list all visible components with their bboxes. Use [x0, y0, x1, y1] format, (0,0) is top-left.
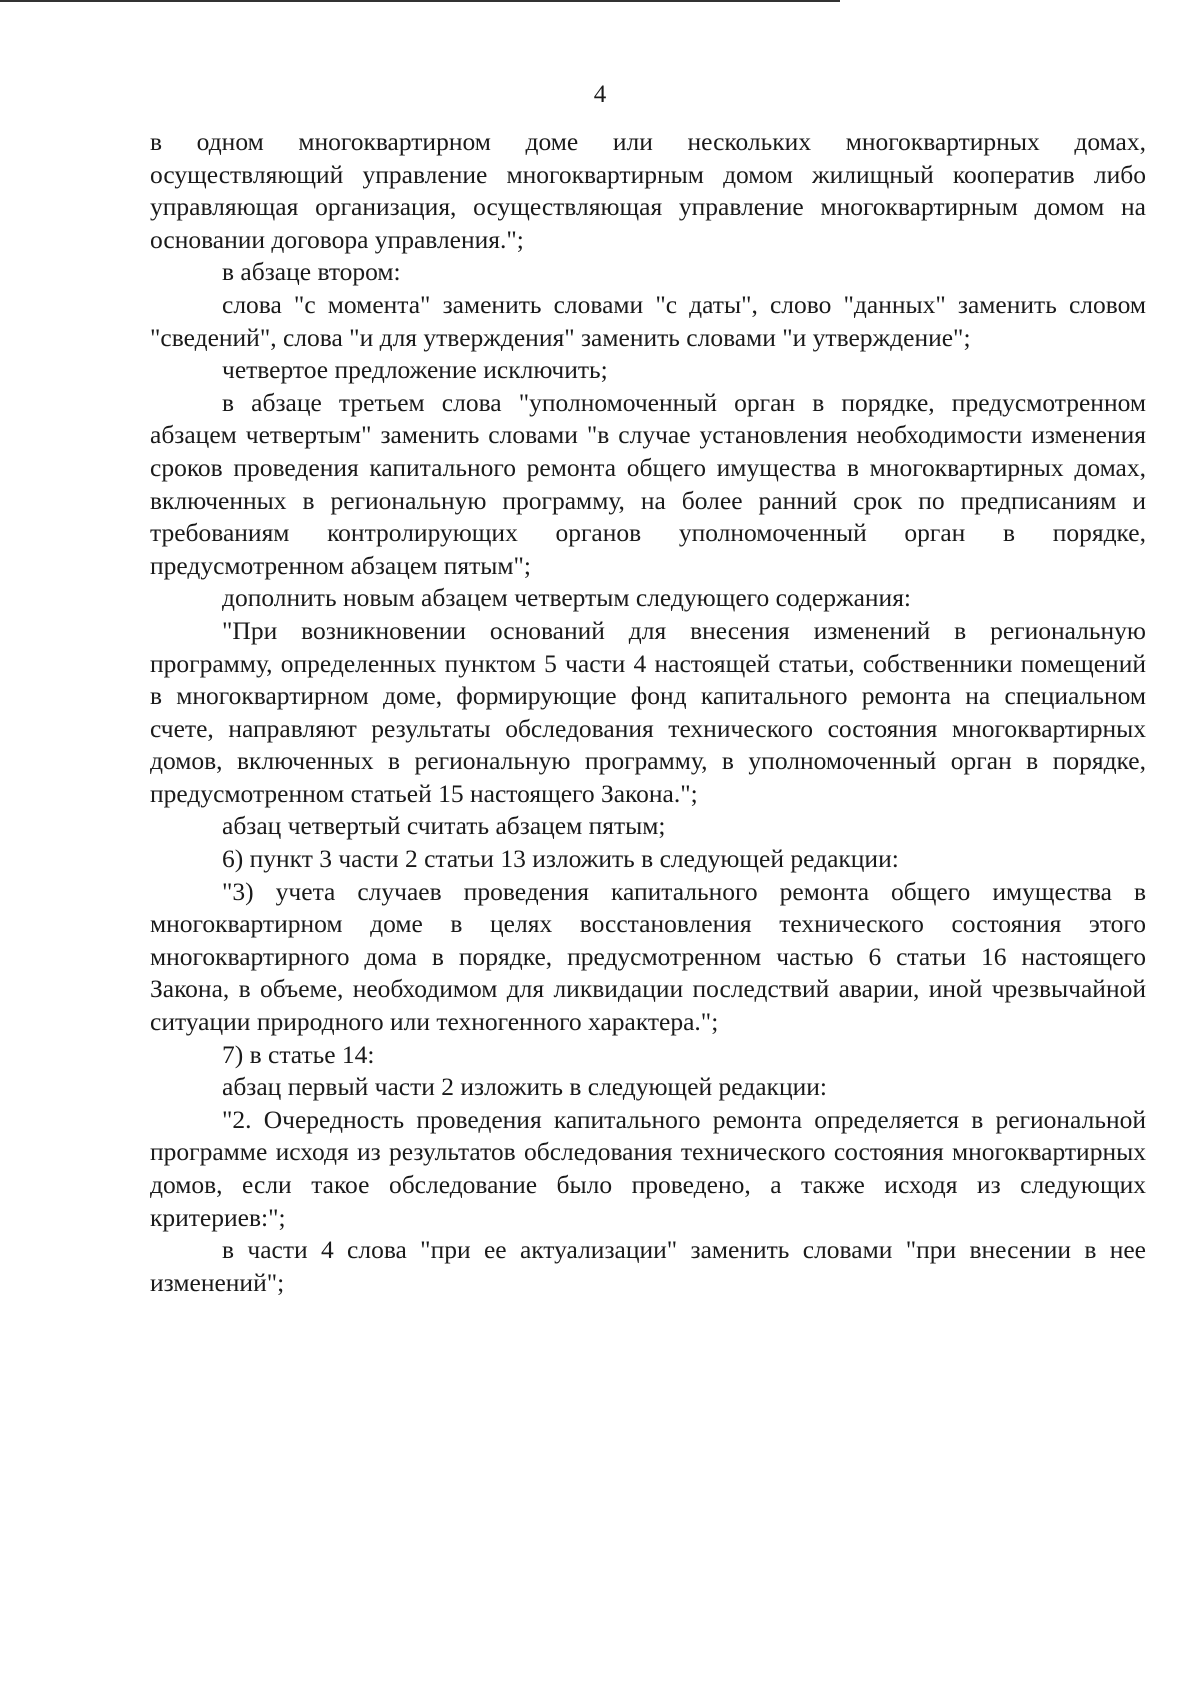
paragraph: "3) учета случаев проведения капитального ремонта общего имущества в многоквартирном доме в целях восстановления технического состояния этого многоквартирного дома в порядке, предусмотренном частью 6 статьи 16 настоящего Закона, в объеме, необходимом для ликвидации последствий аварии, иной чрезвычайной ситуации природного или техногенного характера.";	[150, 876, 1146, 1037]
scan-top-edge	[0, 0, 840, 2]
paragraph: в одном многоквартирном доме или нескольких многоквартирных домах, осуществляющий управление многоквартирным домом жилищный кооператив либо управляющая организация, осуществляющая управление многоквартирным домом на основании договора управления.";	[150, 127, 1146, 254]
paragraph: 7) в статье 14:	[222, 1039, 375, 1069]
paragraph: абзац первый части 2 изложить в следующей редакции:	[222, 1072, 827, 1102]
paragraph: 6) пункт 3 части 2 статьи 13 изложить в следующей редакции:	[222, 844, 899, 874]
paragraph: в абзаце третьем слова "уполномоченный орган в порядке, предусмотренном абзацем четвертым" заменить словами "в случае установления необходимости изменения сроков проведения капитального ремонта общего имущества в многоквартирных домах, включенных в региональную программу, на более ранний срок по предписаниям и требованиям контролирующих органов уполномоченный орган в порядке, предусмотренном абзацем пятым";	[150, 387, 1146, 580]
page-number: 4	[593, 81, 607, 108]
paragraph: слова "с момента" заменить словами "с даты", слово "данных" заменить словом "сведений", слова "и для утверждения" заменить словами "и утверждение";	[150, 289, 1146, 352]
paragraph: в абзаце втором:	[222, 257, 401, 287]
document-body	[150, 126, 1146, 1299]
paragraph: абзац четвертый считать абзацем пятым;	[222, 811, 666, 841]
paragraph: в части 4 слова "при ее актуализации" заменить словами "при внесении в нее изменений";	[150, 1235, 1146, 1297]
paragraph: "2. Очередность проведения капитального ремонта определяется в региональной программе исходя из результатов обследования технического состояния многоквартирных домов, если такое обследование было проведено, а также исходя из следующих критериев:";	[150, 1104, 1146, 1232]
paragraph: четвертое предложение исключить;	[222, 355, 608, 385]
paragraph: дополнить новым абзацем четвертым следующего содержания:	[222, 583, 912, 613]
paragraph: "При возникновении оснований для внесения изменений в региональную программу, определенных пунктом 5 части 4 настоящей статьи, собственники помещений в многоквартирном доме, формирующие фонд капитального ремонта на специальном счете, направляют результаты обследования технического состояния многоквартирных домов, включенных в региональную программу, в уполномоченный орган в порядке, предусмотренном статьей 15 настоящего Закона.";	[150, 615, 1146, 808]
